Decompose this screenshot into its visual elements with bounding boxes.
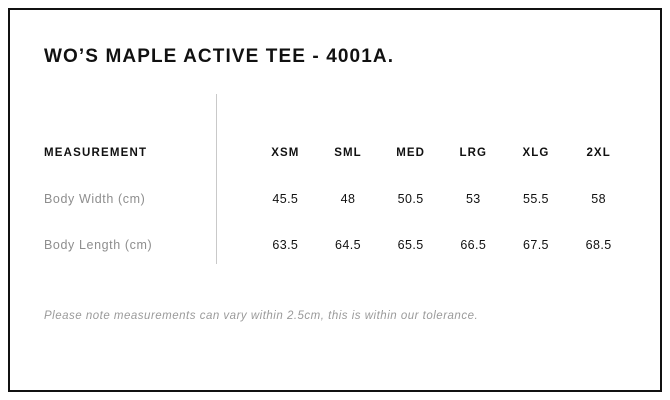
- column-header-xsm: XSM: [271, 147, 300, 159]
- cell-body-width-med: 50.5: [397, 192, 424, 206]
- column-header-sml: SML: [334, 147, 362, 159]
- cell-body-width-sml: 48: [340, 192, 356, 206]
- cell-body-width-xlg: 55.5: [522, 192, 549, 206]
- column-header-measurement: MEASUREMENT: [44, 147, 148, 159]
- size-table-container: [44, 130, 630, 268]
- table-row: [44, 222, 630, 268]
- content-area: [44, 40, 630, 376]
- column-header-2xl: 2XL: [586, 147, 611, 159]
- cell-body-length-lrg: 66.5: [460, 238, 487, 252]
- column-header-lrg: LRG: [459, 147, 488, 159]
- column-header-xlg: XLG: [522, 147, 550, 159]
- table-row: [44, 176, 630, 222]
- cell-body-length-sml: 64.5: [335, 238, 361, 252]
- page-title: WO’S MAPLE ACTIVE TEE - 4001A.: [44, 46, 395, 67]
- cell-body-length-xlg: 67.5: [522, 238, 549, 252]
- cell-body-width-lrg: 53: [465, 192, 481, 206]
- table-header-row: [44, 130, 630, 176]
- vertical-divider: [216, 94, 217, 264]
- cell-body-length-med: 65.5: [397, 238, 424, 252]
- cell-body-width-2xl: 58: [591, 192, 606, 206]
- cell-body-length-xsm: 63.5: [272, 238, 299, 252]
- row-label-body-length: Body Length (cm): [44, 238, 153, 252]
- column-header-med: MED: [396, 147, 426, 159]
- row-label-body-width: Body Width (cm): [44, 192, 146, 206]
- cell-body-width-xsm: 45.5: [272, 192, 299, 206]
- tolerance-note: Please note measurements can vary within 2.5cm, this is within our tolerance.: [44, 310, 479, 322]
- cell-body-length-2xl: 68.5: [585, 238, 612, 252]
- size-table: [44, 130, 630, 268]
